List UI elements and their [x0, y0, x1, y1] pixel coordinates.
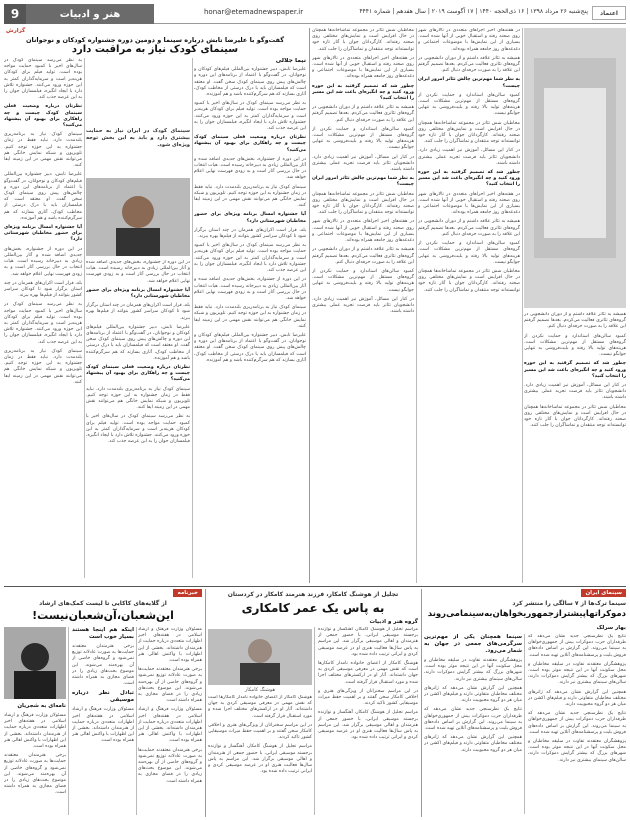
- interview-article: [4, 28, 306, 583]
- interview-col-1: [194, 58, 306, 578]
- theater-col1-body-2: در هفته‌های اخیر اجراهای متعددی در تالارهای شهر روی صحنه رفته و استقبال خوبی از آنها شده است. بسیاری از این نمایش‌ها با موضوعات اجتماعی و دغدغه‌های روز جامعه همراه بوده‌اند.: [312, 55, 414, 80]
- cinema-col1-body-5: پژوهشگران معتقدند تفاوت در سلیقه مخاطبان و محل سکونت آنها در این نتیجه موثر بوده است. شهرهای بزرگ که بیشتر گرایش دموکرات دارند، سالن‌های سینمای بیشتری نیز دارند.: [528, 739, 626, 763]
- interview-col3-body-3: علیرضا تابش، دبیر جشنواره بین‌المللی فیلم‌های کودکان و نوجوانان، در گفت‌وگو با اعتماد از برنامه‌های این دوره و چالش‌های پیش روی سینمای کودک سخن گفت. او معتقد است که فیلمسازان باید با درک درستی از مخاطب کودک، آثاری بسازند که هم سرگرم‌کننده باشد و هم آموزنده.: [86, 324, 190, 361]
- interview-col3-question: آیا جشنواره امسال برنامه ویژه‌ای برای حضور مخاطبان شهرستانی دارد؟: [86, 287, 190, 300]
- theater-col1-question-2: به نظر شما مهم‌ترین چالش تئاتر امروز ایران چیست؟: [312, 176, 414, 188]
- theater-col2-body-9: مخاطبان شش تئاتر در مجموعه تماشاخانه‌ها همچنان در حال افزایش است و نمایش‌های مختلفی روی صحنه رفته‌اند. کارگردانان جوان با آثار تازه خود توانسته‌اند توجه منتقدان و تماشاگران را جلب کنند.: [418, 268, 520, 293]
- cinema-col2-body-1: پژوهشگران معتقدند تفاوت در سلیقه مخاطبان و محل سکونت آنها در این نتیجه موثر بوده است. شهرهای بزرگ که بیشتر گرایش دموکرات دارند، سالن‌های سینمای بیشتری نیز دارند.: [424, 658, 522, 682]
- theater-col1-body-5: در کنار این مسائل، آموزش نیز اهمیت زیادی دارد. دانشجویان تئاتر باید فرصت تجربه عملی بیشتری داشته باشند.: [312, 154, 414, 173]
- column-divider: [192, 58, 193, 578]
- news-pull-2: نامه‌ای به شجریان: [17, 703, 66, 709]
- news-pull-3: تبادل نظر درباره موسیقی: [72, 690, 134, 704]
- interview-body-4b: سینمای کودک نیاز به برنامه‌ریزی بلندمدت دارد. نباید فقط در زمان جشنواره به این حوزه توجه کنیم. تلویزیون و شبکه نمایش خانگی هم می‌توانند نقش مهمی در این زمینه ایفا کنند.: [194, 305, 306, 329]
- interview-body-3: در این دوره از جشنواره، بخش‌های جدیدی اضافه شده و آثار بین‌المللی زیادی به دبیرخانه رسیده است. هیات انتخاب در حال بررسی آثار است و به زودی فهرست نهایی اعلام خواهد شد.: [194, 156, 306, 181]
- interview-body-5: بله، قرار است اکران‌های همزمان در چند استان برگزار شود تا کودکان سراسر کشور بتوانند از فیلم‌ها بهره ببرند.: [194, 227, 306, 240]
- kamkar-col1-body-1: مراسم تجلیل از هوشنگ کامکار، آهنگساز و نوازنده برجسته موسیقی ایرانی، با حضور جمعی از هنرمندان و اهالی موسیقی برگزار شد. این مراسم به پاس سال‌ها فعالیت هنری او در عرصه موسیقی کردی و ایرانی ترتیب داده شده بود.: [318, 627, 418, 657]
- theater-col2-body-3: کمبود سالن‌های استاندارد و حمایت نکردن از گروه‌های مستقل از مهم‌ترین مشکلات است. هزینه‌های تولید بالا رفته و بلیت‌فروشی به تنهایی جوابگو نیست.: [418, 92, 520, 117]
- news-col1-body-3: مسئولان وزارت فرهنگ و ارشاد اسلامی در هفته‌های اخیر اظهارات متعددی درباره حمایت از هنرمندان داشته‌اند. بخشی از این اظهارات با واکنش اهالی هنر همراه بوده است.: [138, 707, 202, 744]
- page-header: [4, 4, 626, 24]
- date-line: پنج‌شنبه ۲۶ مرداد ۱۳۹۸ | ۱۶ ذی‌الحجه ۱۴۴۰ | ۱۷ آگوست ۲۰۱۹ | سال هفدهم | شماره ۴۴۴۱: [359, 8, 588, 15]
- theater-col3-body-1: همیشه به تئاتر علاقه داشتم و از دوران دانشجویی در گروه‌های تئاتری فعالیت می‌کردم. بعدها تصمیم گرفتم این علاقه را به صورت حرفه‌ای دنبال کنم.: [524, 312, 626, 330]
- stage-image: [524, 28, 626, 308]
- news-col1-body-2: برخی هنرمندان معتقدند حمایت‌ها به صورت عادلانه توزیع نمی‌شود و گروه‌های خاصی از آن بهره‌مند می‌شوند. این موضوع بحث‌های زیادی را در فضای مجازی به همراه داشته است.: [138, 667, 202, 704]
- news-pull-1: اینکه هم اینجا هستند بسیار خوب است: [72, 627, 134, 640]
- column-divider: [68, 627, 69, 815]
- interview-body-4: سینمای کودک نیاز به برنامه‌ریزی بلندمدت دارد. نباید فقط در زمان جشنواره به این حوزه توجه کنیم. تلویزیون و شبکه نمایش خانگی هم می‌توانند نقش مهمی در این زمینه ایفا کنند.: [194, 184, 306, 209]
- theater-col2-body-5: در کنار این مسائل، آموزش نیز اهمیت زیادی دارد. دانشجویان تئاتر باید فرصت تجربه عملی بیشتری داشته باشند.: [418, 148, 520, 166]
- news-col2-body-1: برخی هنرمندان معتقدند حمایت‌ها به صورت عادلانه توزیع نمی‌شود و گروه‌های خاصی از آن بهره‌مند می‌شوند. این موضوع بحث‌های زیادی را در فضای مجازی به همراه داشته است.: [72, 644, 134, 687]
- column-divider: [524, 634, 525, 814]
- theater-col-1: [312, 28, 414, 583]
- interview-col-3: [86, 260, 190, 578]
- kamkar-headline-small: تجلیل از هوشنگ کامکار، فرزند هنرمند کامکار در کردستان: [227, 591, 399, 598]
- news-headline: این‌شعبان،آن‌شعبان‌نیست!: [32, 609, 174, 622]
- theater-col2-body-1: در هفته‌های اخیر اجراهای متعددی در تالارهای شهر روی صحنه رفته و استقبال خوبی از آنها شده است. بسیاری از این نمایش‌ها با موضوعات اجتماعی و دغدغه‌های روز جامعه همراه بوده‌اند.: [418, 28, 520, 52]
- column-divider: [136, 627, 137, 815]
- theater-col1-body-4: کمبود سالن‌های استاندارد و حمایت نکردن از گروه‌های مستقل از مهم‌ترین مشکلات است. هزینه‌های تولید بالا رفته و بلیت‌فروشی به تنهایی جوابگو نیست.: [312, 126, 414, 151]
- news-col-3: [4, 703, 66, 815]
- theater-col1-body-9: کمبود سالن‌های استاندارد و حمایت نکردن از گروه‌های مستقل از مهم‌ترین مشکلات است. هزینه‌های تولید بالا رفته و بلیت‌فروشی به تنهایی جوابگو نیست.: [312, 268, 414, 293]
- cinema-col2-body-2: همچنین این گزارش نشان می‌دهد که ژانرهای مختلف مخاطبان متفاوتی دارند و فیلم‌های اکشن در میان هر دو گروه محبوبیت دارند.: [424, 685, 522, 704]
- kamkar-col2-body-3: مراسم تجلیل از هوشنگ کامکار، آهنگساز و نوازنده برجسته موسیقی ایرانی، با حضور جمعی از هنرمندان و اهالی موسیقی برگزار شد. این مراسم به پاس سال‌ها فعالیت هنری او در عرصه موسیقی کردی و ایرانی ترتیب داده شده بود.: [208, 744, 312, 775]
- theater-col1-body-8: همیشه به تئاتر علاقه داشتم و از دوران دانشجویی در گروه‌های تئاتری فعالیت می‌کردم. بعدها تصمیم گرفتم این علاقه را به صورت حرفه‌ای دنبال کنم.: [312, 247, 414, 265]
- column-divider: [84, 58, 85, 578]
- section-divider: [4, 586, 626, 587]
- cinema-col-1: [528, 634, 626, 814]
- interview-col2-body-5: بله، قرار است اکران‌های همزمان در چند استان برگزار شود تا کودکان سراسر کشور بتوانند از فیلم‌ها بهره ببرند.: [4, 280, 82, 299]
- interview-quote-box: [86, 128, 190, 176]
- kamkar-kicker: گروه هنر و ادبیات: [369, 619, 418, 625]
- cinema-col-2: [424, 634, 522, 814]
- interview-headline: سینمای کودک نیاز به مراقبت دارد: [71, 44, 239, 55]
- news-article: [4, 589, 202, 817]
- kamkar-article: [208, 589, 418, 817]
- theater-col1-body-10: در کنار این مسائل، آموزش نیز اهمیت زیادی دارد. دانشجویان تئاتر باید فرصت تجربه عملی بیشتری داشته باشند.: [312, 296, 414, 315]
- interview-col2-body-6: به نظر می‌رسد سینمای کودک در سال‌های اخیر با کمبود حمایت مواجه بوده است. تولید فیلم برای کودکان هزینه‌بر است و سرمایه‌گذاران کمتر به این حوزه ورود می‌کنند. جشنواره تلاش دارد با ایجاد انگیزه، فیلمسازان جوان را به این عرصه جذب کند.: [4, 302, 82, 345]
- theater-col2-body-6: در هفته‌های اخیر اجراهای متعددی در تالارهای شهر روی صحنه رفته و استقبال خوبی از آنها شده است. بسیاری از این نمایش‌ها با موضوعات اجتماعی و دغدغه‌های روز جامعه همراه بوده‌اند.: [418, 191, 520, 216]
- theater-col2-question-2: چطور شد که تصمیم گرفتید به این حوزه ورود کنید و چه انگیزه‌ای باعث شد این مسیر را انتخاب کنید؟: [418, 170, 520, 188]
- cinema-kicker: سینمای ایران: [581, 589, 626, 597]
- news-col3-body-2: برخی هنرمندان معتقدند حمایت‌ها به صورت عادلانه توزیع نمی‌شود و گروه‌های خاصی از آن بهره‌مند می‌شوند. این موضوع بحث‌های زیادی را در فضای مجازی به همراه داشته است.: [4, 753, 66, 796]
- kamkar-col-2: [208, 695, 312, 815]
- cinema-quote: سینما همچنان یکی از مهم‌ترین سرگرمی‌های جمعی در جهان به شمار می‌رود.: [424, 634, 522, 654]
- interview-col2-body-4: در این دوره از جشنواره، بخش‌های جدیدی اضافه شده و آثار بین‌المللی زیادی به دبیرخانه رسیده است. هیات انتخاب در حال بررسی آثار است و به زودی فهرست نهایی اعلام خواهد شد.: [4, 246, 82, 277]
- news-col-2: [72, 627, 134, 815]
- interview-col2-question-2: آیا جشنواره امسال برنامه ویژه‌ای برای حضور مخاطبان شهرستانی دارد؟: [4, 225, 82, 243]
- kamkar-col1-body-4: مراسم تجلیل از هوشنگ کامکار، آهنگساز و نوازنده برجسته موسیقی ایرانی، با حضور جمعی از هنرمندان و اهالی موسیقی برگزار شد. این مراسم به پاس سال‌ها فعالیت هنری او در عرصه موسیقی کردی و ایرانی ترتیب داده شده بود.: [318, 710, 418, 741]
- cinema-col2-body-3: نتایج یک نظرسنجی جدید نشان می‌دهد که طرفداران حزب دموکرات بیش از جمهوری‌خواهان به سینما می‌روند. این گزارش بر اساس داده‌های فروش بلیت و پرسشنامه‌های آنلاین تهیه شده است.: [424, 707, 522, 732]
- interview-col2-question: نظرتان درباره وضعیت فعلی سینمای کودک چیست و چه راهکاری برای بهبود آن پیشنهاد می‌کنید؟: [4, 104, 82, 129]
- theater-photo: [524, 28, 626, 308]
- kamkar-col2-body-1: هوشنگ کامکار از اعضای خانواده نامدار کامکارها است که نقش مهمی در معرفی موسیقی کردی به جهان داشته‌اند. آثار او در ارکسترهای مختلف اجرا شده و مورد استقبال قرار گرفته است.: [208, 695, 312, 719]
- interview-body-2: به نظر می‌رسد سینمای کودک در سال‌های اخیر با کمبود حمایت مواجه بوده است. تولید فیلم برای کودکان هزینه‌بر است و سرمایه‌گذاران کمتر به این حوزه ورود می‌کنند. جشنواره تلاش دارد با ایجاد انگیزه، فیلمسازان جوان را به این عرصه جذب کند.: [194, 101, 306, 132]
- cinema-headline-small: سینما ترک‌ها از ۷ سالگی را منتشر کرد: [512, 600, 626, 607]
- interview-quote: سینمای کودک در ایران نیاز به حمایت بیشتری دارد و باید به این بخش توجه ویژه‌ای شود.: [86, 128, 190, 148]
- kamkar-col2-body-2: در این مراسم سخنرانان از ویژگی‌های هنری و اخلاقی کامکار سخن گفتند و بر اهمیت حفظ میراث موسیقایی کشور تاکید کردند.: [208, 722, 312, 741]
- kamkar-photo: [208, 629, 312, 685]
- interview-photo: [86, 178, 190, 256]
- column-divider: [522, 28, 523, 583]
- interview-col3-body-2: بله، قرار است اکران‌های همزمان در چند استان برگزار شود تا کودکان سراسر کشور بتوانند از فیلم‌ها بهره ببرند.: [86, 303, 190, 321]
- interview-body-2b: به نظر می‌رسد سینمای کودک در سال‌های اخیر با کمبود حمایت مواجه بوده است. تولید فیلم برای کودکان هزینه‌بر است و سرمایه‌گذاران کمتر به این حوزه ورود می‌کنند. جشنواره تلاش دارد با ایجاد انگیزه، فیلمسازان جوان را به این عرصه جذب کند.: [194, 243, 306, 274]
- theater-col1-body-6: مخاطبان شش تئاتر در مجموعه تماشاخانه‌ها همچنان در حال افزایش است و نمایش‌های مختلفی روی صحنه رفته‌اند. کارگردانان جوان با آثار تازه خود توانسته‌اند توجه منتقدان و تماشاگران را جلب کنند.: [312, 191, 414, 216]
- column-divider: [416, 28, 417, 583]
- theater-col2-body-2: همیشه به تئاتر علاقه داشتم و از دوران دانشجویی در گروه‌های تئاتری فعالیت می‌کردم. بعدها تصمیم گرفتم این علاقه را به صورت حرفه‌ای دنبال کنم.: [418, 55, 520, 74]
- interview-col3-question-2: نظرتان درباره وضعیت فعلی سینمای کودک چیست و چه راهکاری برای بهبود آن پیشنهاد می‌کنید؟: [86, 365, 190, 383]
- column-divider: [314, 627, 315, 815]
- theater-col1-question: چطور شد که تصمیم گرفتید به این حوزه ورود کنید و چه انگیزه‌ای باعث شد این مسیر را انتخاب کنید؟: [312, 83, 414, 102]
- theater-col3-body-4: مخاطبان شش تئاتر در مجموعه تماشاخانه‌ها همچنان در حال افزایش است و نمایش‌های مختلفی روی صحنه رفته‌اند. کارگردانان جوان با آثار تازه خود توانسته‌اند توجه منتقدان و تماشاگران را جلب کنند.: [524, 404, 626, 429]
- interview-col-2: [4, 58, 82, 578]
- theater-col1-body-3: همیشه به تئاتر علاقه داشتم و از دوران دانشجویی در گروه‌های تئاتری فعالیت می‌کردم. بعدها تصمیم گرفتم این علاقه را به صورت حرفه‌ای دنبال کنم.: [312, 105, 414, 123]
- interview-question-2: آیا جشنواره امسال برنامه ویژه‌ای برای حضور مخاطبان شهرستانی دارد؟: [194, 212, 306, 224]
- news-col-1: [138, 627, 202, 815]
- article-divider: [205, 589, 206, 817]
- interview-col2-body-7: سینمای کودک نیاز به برنامه‌ریزی بلندمدت دارد. نباید فقط در زمان جشنواره به این حوزه توجه کنیم. تلویزیون و شبکه نمایش خانگی هم می‌توانند نقش مهمی در این زمینه ایفا کنند.: [4, 348, 82, 385]
- news-kicker: خبرنامه: [173, 589, 202, 597]
- cinema-col2-body-4: همچنین این گزارش نشان می‌دهد که ژانرهای مختلف مخاطبان متفاوتی دارند و فیلم‌های اکشن در میان هر دو گروه محبوبیت دارند.: [424, 735, 522, 753]
- theater-col-2: [418, 28, 520, 583]
- interview-col3-body-1: در این دوره از جشنواره، بخش‌های جدیدی اضافه شده و آثار بین‌المللی زیادی به دبیرخانه رسیده است. هیات انتخاب در حال بررسی آثار است و به زودی فهرست نهایی اعلام خواهد شد.: [86, 260, 190, 284]
- article-divider: [421, 589, 422, 817]
- theater-col3-question: چطور شد که تصمیم گرفتید به این حوزه ورود کنید و چه انگیزه‌ای باعث شد این مسیر را انتخاب کنید؟: [524, 361, 626, 379]
- cinema-col1-body-2: پژوهشگران معتقدند تفاوت در سلیقه مخاطبان و محل سکونت آنها در این نتیجه موثر بوده است. شهرهای بزرگ که بیشتر گرایش دموکرات دارند، سالن‌های سینمای بیشتری نیز دارند.: [528, 661, 626, 686]
- section-email[interactable]: honar@etemadnewspaper.ir: [204, 8, 304, 16]
- interview-col2-body-1: به نظر می‌رسد سینمای کودک در سال‌های اخیر با کمبود حمایت مواجه بوده است. تولید فیلم برای کودکان هزینه‌بر است و سرمایه‌گذاران کمتر به این حوزه ورود می‌کنند. جشنواره تلاش دارد با ایجاد انگیزه، فیلمسازان جوان را به این عرصه جذب کند.: [4, 58, 82, 101]
- kamkar-photo-caption: هوشنگ کامکار: [244, 687, 276, 693]
- kamkar-headline: به پاس یک عمر کامکاری: [241, 601, 385, 615]
- interview-body-1b: علیرضا تابش، دبیر جشنواره بین‌المللی فیلم‌های کودکان و نوجوانان، در گفت‌وگو با اعتماد از برنامه‌های این دوره و چالش‌های پیش روی سینمای کودک سخن گفت. او معتقد است که فیلمسازان باید با درک درستی از مخاطب کودک، آثاری بسازند که هم سرگرم‌کننده باشد و هم آموزنده.: [194, 332, 306, 363]
- portrait-image: [86, 178, 190, 256]
- cinema-col1-body-3: همچنین این گزارش نشان می‌دهد که ژانرهای مختلف مخاطبان متفاوتی دارند و فیلم‌های اکشن در میان هر دو گروه محبوبیت دارند.: [528, 689, 626, 708]
- theater-article: [312, 28, 626, 583]
- article-divider: [309, 28, 310, 583]
- theater-col1-body-1: مخاطبان شش تئاتر در مجموعه تماشاخانه‌ها همچنان در حال افزایش است و نمایش‌های مختلفی روی صحنه رفته‌اند. کارگردانان جوان با آثار تازه خود توانسته‌اند توجه منتقدان و تماشاگران را جلب کنند.: [312, 28, 414, 52]
- section-title: هنر و ادبیات: [26, 4, 154, 24]
- interview-body-1: علیرضا تابش، دبیر جشنواره بین‌المللی فیلم‌های کودکان و نوجوانان، در گفت‌وگو با اعتماد از برنامه‌های این دوره و چالش‌های پیش روی سینمای کودک سخن گفت. او معتقد است که فیلمسازان باید با درک درستی از مخاطب کودک، آثاری بسازند که هم سرگرم‌کننده باشد و هم آموزنده.: [194, 67, 306, 98]
- kamkar-col-1: [318, 627, 418, 815]
- cinema-col1-body-4: نتایج یک نظرسنجی جدید نشان می‌دهد که طرفداران حزب دموکرات بیش از جمهوری‌خواهان به سینما می‌روند. این گزارش بر اساس داده‌های فروش بلیت و پرسشنامه‌های آنلاین تهیه شده است.: [528, 711, 626, 735]
- portrait-image: [4, 627, 66, 699]
- theater-col-3: [524, 312, 626, 583]
- news-headline-small: از گلایه‌های کاکایی تا لیست کمک‌های ارشاد: [39, 600, 167, 607]
- interview-body-3b: در این دوره از جشنواره، بخش‌های جدیدی اضافه شده و آثار بین‌المللی زیادی به دبیرخانه رسیده است. هیات انتخاب در حال بررسی آثار است و به زودی فهرست نهایی اعلام خواهد شد.: [194, 277, 306, 301]
- theater-col3-body-2: کمبود سالن‌های استاندارد و حمایت نکردن از گروه‌های مستقل از مهم‌ترین مشکلات است. هزینه‌های تولید بالا رفته و بلیت‌فروشی به تنهایی جوابگو نیست.: [524, 333, 626, 358]
- interview-question-1: نظرتان درباره وضعیت فعلی سینمای کودک چیست و چه راهکاری برای بهبود آن پیشنهاد می‌کنید؟: [194, 135, 306, 153]
- cinema-author: بهار سرلک: [596, 625, 626, 631]
- interview-col3-body-4: سینمای کودک نیاز به برنامه‌ریزی بلندمدت دارد. نباید فقط در زمان جشنواره به این حوزه توجه کنیم. تلویزیون و شبکه نمایش خانگی هم می‌توانند نقش مهمی در این زمینه ایفا کنند.: [86, 386, 190, 411]
- theater-col2-body-8: کمبود سالن‌های استاندارد و حمایت نکردن از گروه‌های مستقل از مهم‌ترین مشکلات است. هزینه‌های تولید بالا رفته و بلیت‌فروشی به تنهایی جوابگو نیست.: [418, 241, 520, 265]
- newspaper-logo: اعتماد: [592, 6, 626, 20]
- news-col3-body-1: مسئولان وزارت فرهنگ و ارشاد اسلامی در هفته‌های اخیر اظهارات متعددی درباره حمایت از هنرمندان داشته‌اند. بخشی از این اظهارات با واکنش اهالی هنر همراه بوده است.: [4, 713, 66, 750]
- theater-col3-body-3: در کنار این مسائل، آموزش نیز اهمیت زیادی دارد. دانشجویان تئاتر باید فرصت تجربه عملی بیشتری داشته باشند.: [524, 383, 626, 401]
- news-col1-body-1: مسئولان وزارت فرهنگ و ارشاد اسلامی در هفته‌های اخیر اظهارات متعددی درباره حمایت از هنرمندان داشته‌اند. بخشی از این اظهارات با واکنش اهالی هنر همراه بوده است.: [138, 627, 202, 664]
- interview-headline-top: گفت‌وگو با علیرضا تابش درباره سینما و دومین دوره جشنواره کودکان و نوجوانان: [26, 36, 284, 44]
- page-number: 9: [4, 4, 26, 24]
- interview-col2-body-3: علیرضا تابش، دبیر جشنواره بین‌المللی فیلم‌های کودکان و نوجوانان، در گفت‌وگو با اعتماد از برنامه‌های این دوره و چالش‌های پیش روی سینمای کودک سخن گفت. او معتقد است که فیلمسازان باید با درک درستی از مخاطب کودک، آثاری بسازند که هم سرگرم‌کننده باشد و هم آموزنده.: [4, 172, 82, 221]
- news-photo: [4, 627, 66, 699]
- theater-col2-body-4: مخاطبان شش تئاتر در مجموعه تماشاخانه‌ها همچنان در حال افزایش است و نمایش‌های مختلفی روی صحنه رفته‌اند. کارگردانان جوان با آثار تازه خود توانسته‌اند توجه منتقدان و تماشاگران را جلب کنند.: [418, 120, 520, 145]
- cinema-headline: دموکراتهاپیشترازجمهوریخواهان‌به‌سینمامی‌روند: [427, 609, 626, 619]
- theater-col1-body-7: در هفته‌های اخیر اجراهای متعددی در تالارهای شهر روی صحنه رفته و استقبال خوبی از آنها شده است. بسیاری از این نمایش‌ها با موضوعات اجتماعی و دغدغه‌های روز جامعه همراه بوده‌اند.: [312, 219, 414, 244]
- cinema-article: [424, 589, 626, 817]
- theater-col2-body-7: همیشه به تئاتر علاقه داشتم و از دوران دانشجویی در گروه‌های تئاتری فعالیت می‌کردم. بعدها تصمیم گرفتم این علاقه را به صورت حرفه‌ای دنبال کنم.: [418, 219, 520, 237]
- interview-col3-body-5: به نظر می‌رسد سینمای کودک در سال‌های اخیر با کمبود حمایت مواجه بوده است. تولید فیلم برای کودکان هزینه‌بر است و سرمایه‌گذاران کمتر به این حوزه ورود می‌کنند. جشنواره تلاش دارد با ایجاد انگیزه، فیلمسازان جوان را به این عرصه جذب کند.: [86, 414, 190, 445]
- interview-kicker: گزارش: [6, 28, 26, 34]
- news-col1-body-4: برخی هنرمندان معتقدند حمایت‌ها به صورت عادلانه توزیع نمی‌شود و گروه‌های خاصی از آن بهره‌مند می‌شوند. این موضوع بحث‌های زیادی را در فضای مجازی به همراه داشته است.: [138, 747, 202, 784]
- interview-col2-body-2: سینمای کودک نیاز به برنامه‌ریزی بلندمدت دارد. نباید فقط در زمان جشنواره به این حوزه توجه کنیم. تلویزیون و شبکه نمایش خانگی هم می‌توانند نقش مهمی در این زمینه ایفا کنند.: [4, 132, 82, 169]
- kamkar-col1-body-3: در این مراسم سخنرانان از ویژگی‌های هنری و اخلاقی کامکار سخن گفتند و بر اهمیت حفظ میراث موسیقایی کشور تاکید کردند.: [318, 688, 418, 707]
- author-name: نیما جلالی: [275, 58, 306, 64]
- portrait-image: [208, 629, 312, 685]
- cinema-col1-body-1: نتایج یک نظرسنجی جدید نشان می‌دهد که طرفداران حزب دموکرات بیش از جمهوری‌خواهان به سینما می‌روند. این گزارش بر اساس داده‌های فروش بلیت و پرسشنامه‌های آنلاین تهیه شده است.: [528, 634, 626, 658]
- kamkar-col1-body-2: هوشنگ کامکار از اعضای خانواده نامدار کامکارها است که نقش مهمی در معرفی موسیقی کردی به جهان داشته‌اند. آثار او در ارکسترهای مختلف اجرا شده و مورد استقبال قرار گرفته است.: [318, 661, 418, 685]
- theater-col2-question: به نظر شما مهم‌ترین چالش تئاتر امروز ایران چیست؟: [418, 77, 520, 89]
- news-col2-body-2: مسئولان وزارت فرهنگ و ارشاد اسلامی در هفته‌های اخیر اظهارات متعددی درباره حمایت از هنرمندان داشته‌اند. بخشی از این اظهارات با واکنش اهالی هنر همراه بوده است.: [72, 707, 134, 744]
